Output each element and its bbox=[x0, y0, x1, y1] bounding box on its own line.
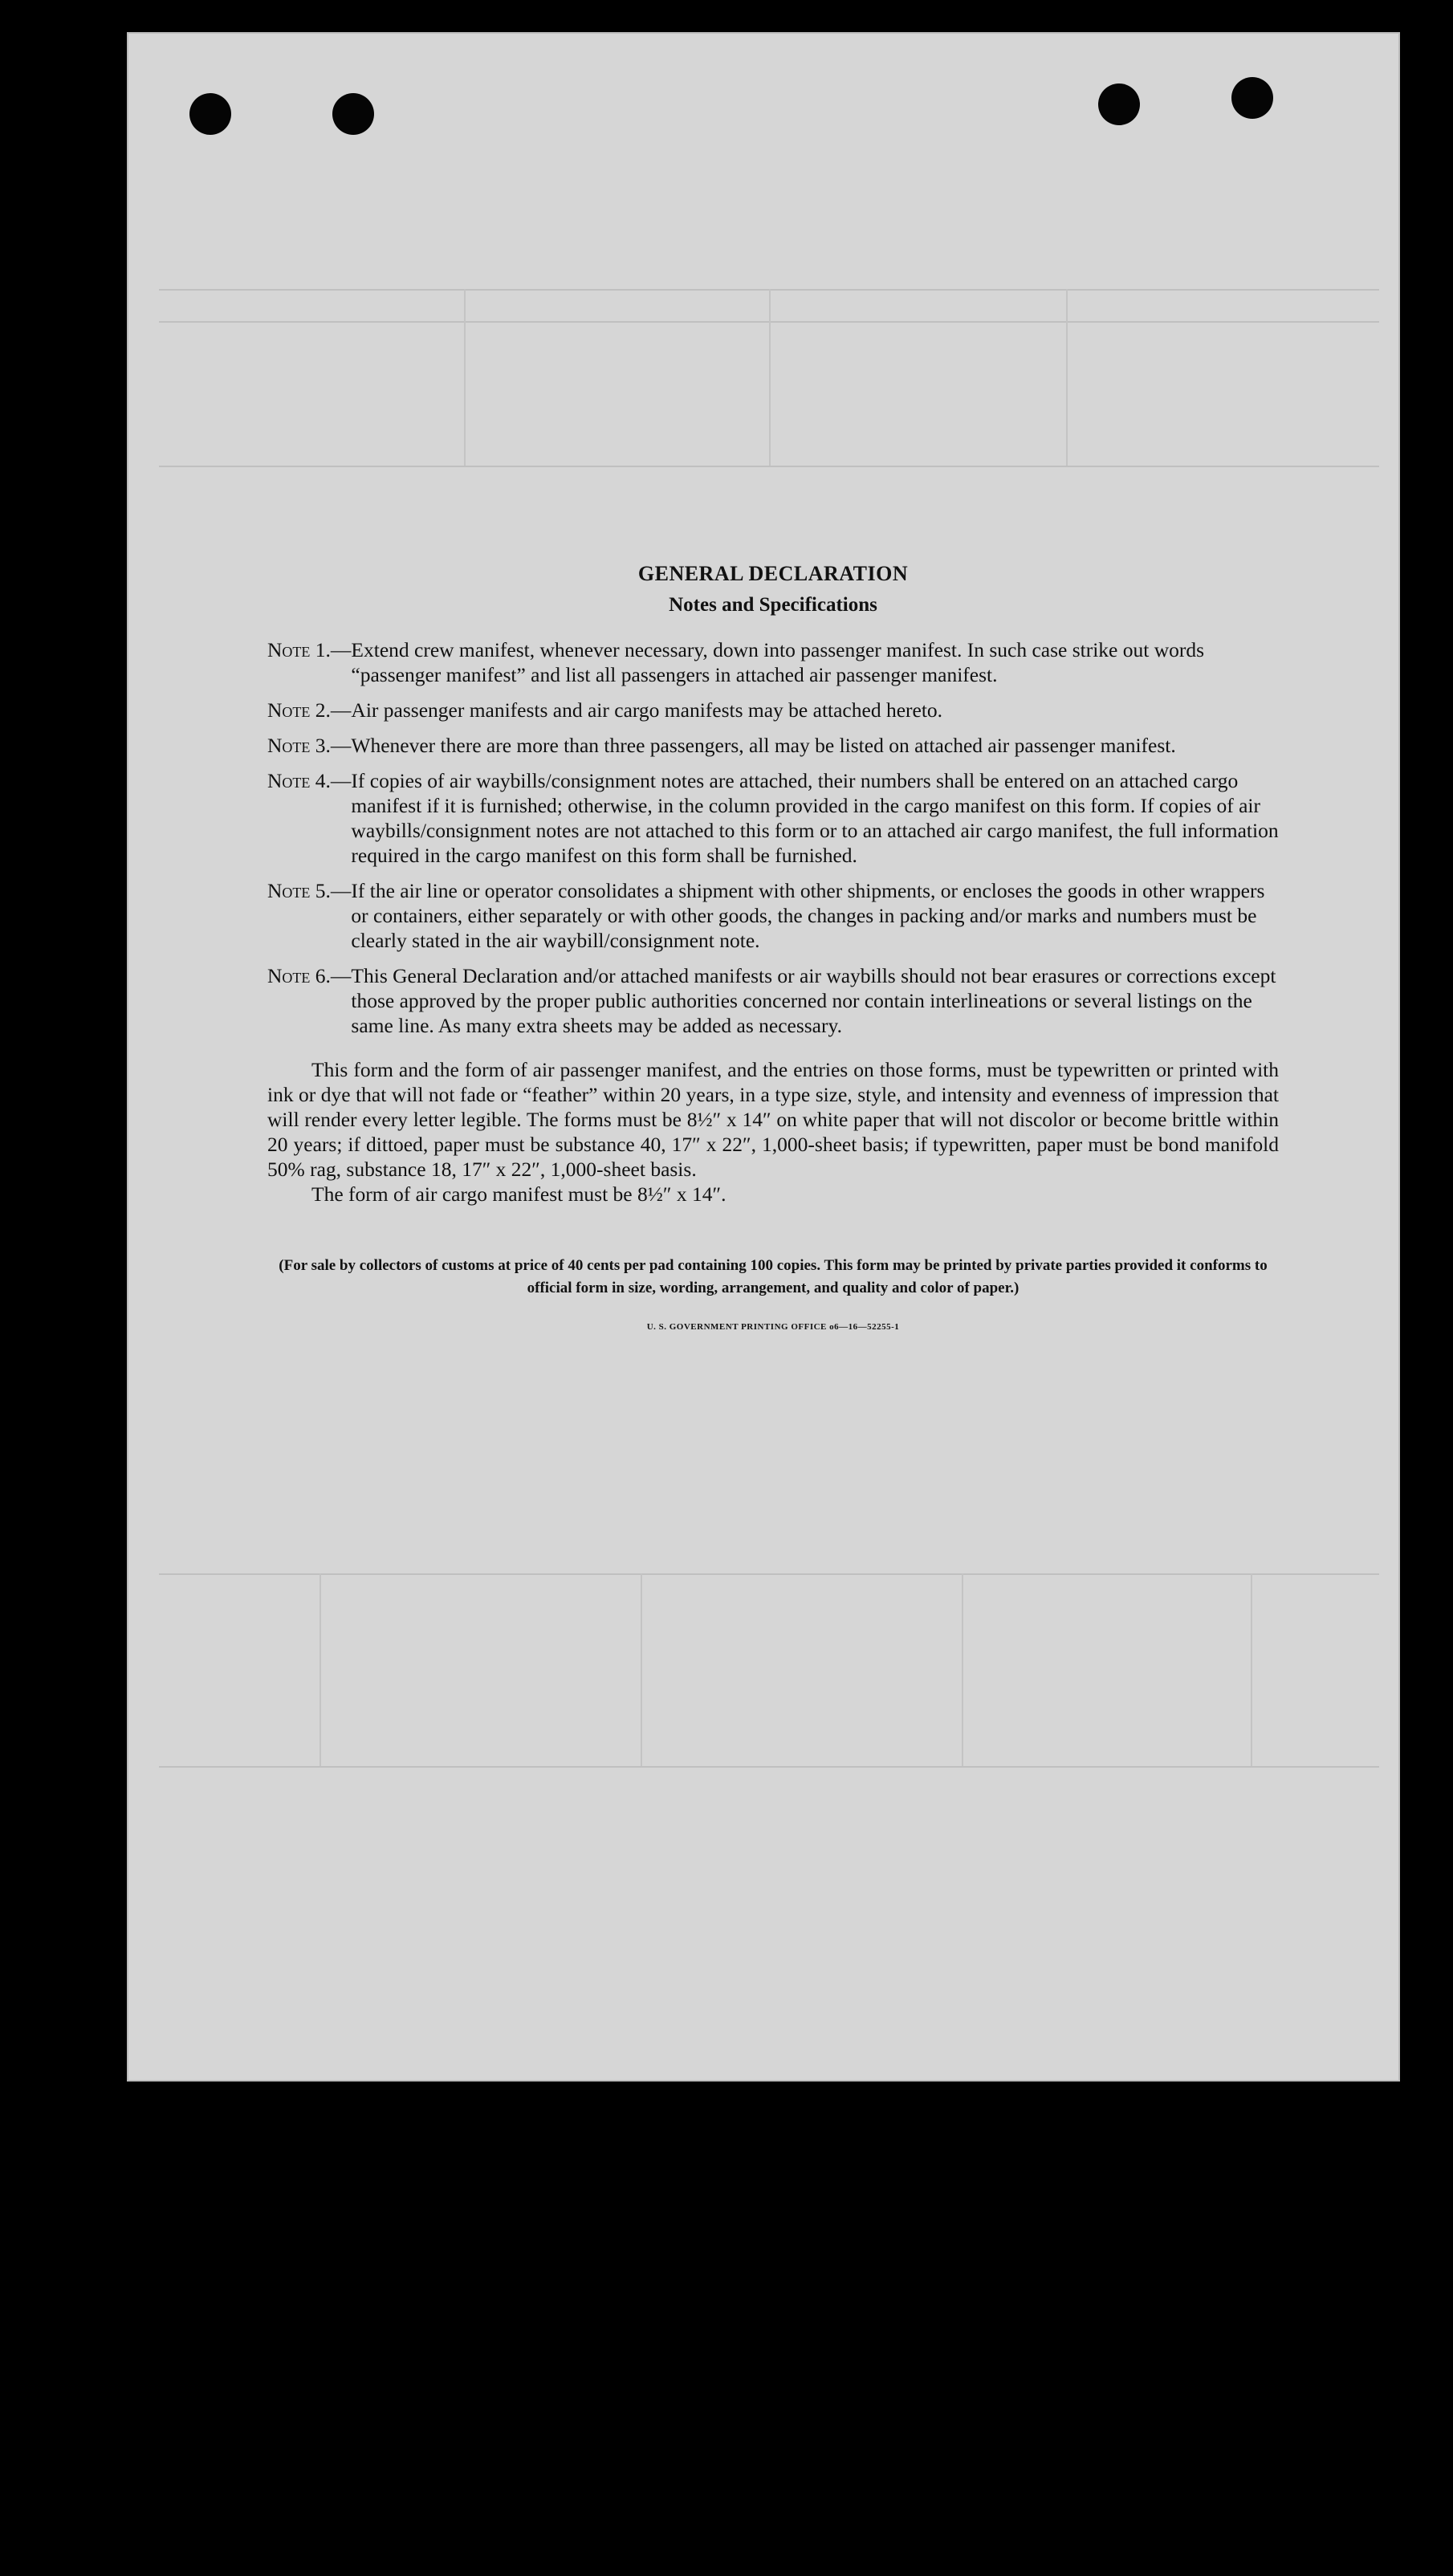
sale-notice: (For sale by collectors of customs at price of 40 cents per pad containing 100 copies. This form may be printed by private parties provided it conforms to official form in size, wording, arrangement, and quality and color of paper.) bbox=[279, 1257, 1268, 1296]
bleed-through-line bbox=[769, 289, 771, 466]
note-label: Note 3.— bbox=[267, 734, 352, 757]
bleed-through-line bbox=[159, 466, 1379, 467]
note-label: Note 4.— bbox=[267, 769, 352, 792]
note-item bbox=[267, 768, 1279, 868]
note-text: Whenever there are more than three passengers, all may be listed on attached air passenger manifest. bbox=[351, 734, 1176, 757]
note-text: Extend crew manifest, whenever necessary, down into passenger manifest. In such case strike out words “passenger manifest” and list all passengers in attached air passenger manifest. bbox=[351, 638, 1205, 686]
note-text: This General Declaration and/or attached manifests or air waybills should not bear erasures or corrections except those approved by the proper public authorities concerned nor contain interlineations or several listings on the same line. As many extra sheets may be added as necessary. bbox=[351, 964, 1276, 1037]
bleed-through-line bbox=[464, 289, 466, 466]
bleed-through-line bbox=[962, 1573, 963, 1766]
page-subtitle: Notes and Specifications bbox=[669, 594, 877, 616]
notes-section bbox=[267, 562, 1279, 1332]
bleed-through-line bbox=[1066, 289, 1068, 466]
form-specification-paragraph: This form and the form of air passenger manifest, and the entries on those forms, must be typewritten or printed with ink or dye that will not fade or “feather” within 20 years, in a type size, style, and intensity and evenness of impression that will render every letter legible. The forms must be 8½″ x 14″ on white paper that will not discolor or become brittle within 20 years; if dittoed, paper must be substance 40, 17″ x 22″, 1,000-sheet basis; if typewritten, paper must be bond manifold 50% rag, substance 18, 17″ x 22″, 1,000-sheet basis. bbox=[267, 1058, 1279, 1181]
bleed-through-line bbox=[641, 1573, 642, 1766]
note-text: If the air line or operator consolidates a shipment with other shipments, or encloses the goods in other wrappers or containers, either separately or with other goods, the changes in packing and/or marks and numbers must be clearly stated in the air waybill/consignment note. bbox=[351, 879, 1265, 952]
cargo-manifest-size-line: The form of air cargo manifest must be 8½″ x 14″. bbox=[311, 1182, 726, 1206]
note-item bbox=[267, 733, 1279, 758]
bleed-through-line bbox=[159, 1573, 1379, 1575]
note-item bbox=[267, 698, 1279, 722]
bleed-through-line bbox=[159, 1766, 1379, 1768]
printing-office-line: U. S. GOVERNMENT PRINTING OFFICE o6—16—52255-1 bbox=[646, 1322, 900, 1332]
note-label: Note 5.— bbox=[267, 879, 352, 902]
note-text: Air passenger manifests and air cargo manifests may be attached hereto. bbox=[351, 698, 943, 722]
note-item bbox=[267, 963, 1279, 1038]
punch-hole bbox=[1231, 77, 1273, 119]
punch-hole bbox=[189, 93, 231, 135]
note-label: Note 6.— bbox=[267, 964, 352, 987]
punch-hole bbox=[332, 93, 374, 135]
bleed-through-line bbox=[319, 1573, 321, 1766]
punch-hole bbox=[1098, 83, 1140, 125]
bleed-through-line bbox=[1251, 1573, 1252, 1766]
page-title: GENERAL DECLARATION bbox=[637, 562, 909, 585]
note-text: If copies of air waybills/consignment notes are attached, their numbers shall be entered on an attached cargo manifest if it is furnished; otherwise, in the column provided in the cargo manifest on this form. If copies of air waybills/consignment notes are not attached to this form or to an attached air cargo manifest, the full information required in the cargo manifest on this form shall be furnished. bbox=[351, 769, 1279, 867]
document-page bbox=[127, 32, 1400, 2082]
note-label: Note 2.— bbox=[267, 698, 352, 722]
note-label: Note 1.— bbox=[267, 638, 352, 661]
note-item bbox=[267, 878, 1279, 953]
note-item bbox=[267, 637, 1279, 687]
